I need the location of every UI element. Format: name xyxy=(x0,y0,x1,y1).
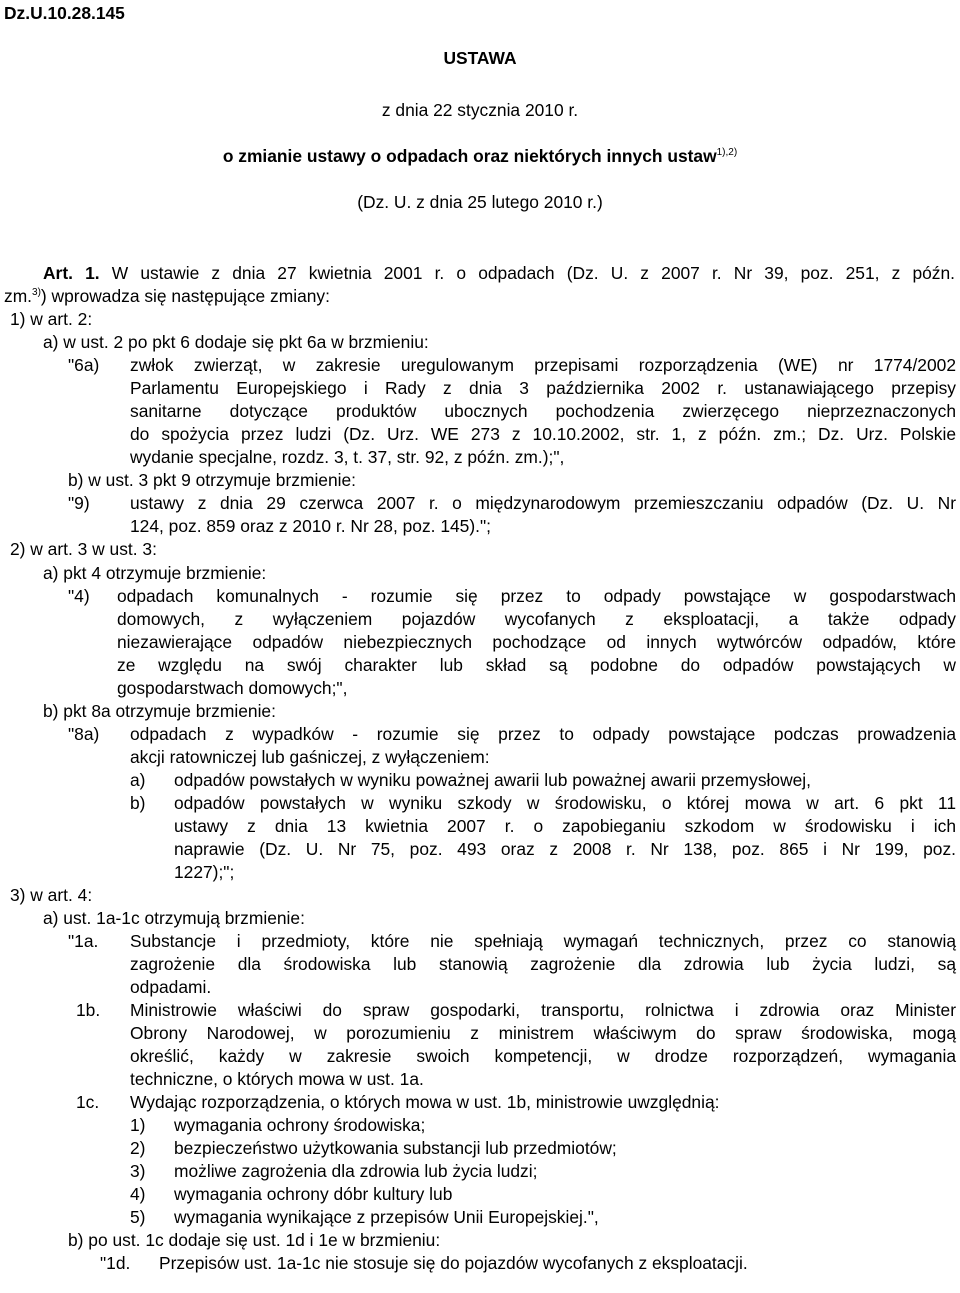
art1-continuation xyxy=(4,285,330,308)
sub-text: odpadów powstałych w wyniku poważnej awarii lub poważnej awarii przemysłowej, xyxy=(174,770,811,790)
doc-title: USTAWA xyxy=(443,48,517,68)
provision-text: określić, każdy w zakresie swoich kompetencji, w drodze rozporządzeń, wymagania xyxy=(130,1046,956,1066)
sub-text: możliwe zagrożenia dla zdrowia lub życia ludzi; xyxy=(174,1161,538,1181)
amendment-letter: b) pkt 8a otrzymuje brzmienie: xyxy=(43,701,276,721)
provision-text: wydanie specjalne, rozdz. 3, t. 37, str. 92, z późn. zm.);", xyxy=(130,447,565,467)
provision-number: "8a) xyxy=(68,724,100,744)
provision-text: 124, poz. 859 oraz z 2010 r. Nr 28, poz. 145)."; xyxy=(130,516,491,536)
provision-text: odpadach z wypadków - rozumie się przez to odpady powstające podczas prowadzenia xyxy=(130,724,956,744)
provision-number: "1a. xyxy=(68,931,99,951)
art1-text-a: zm. xyxy=(4,286,33,306)
provision-text: gospodarstwach domowych;", xyxy=(117,678,348,698)
provision-number: 1b. xyxy=(76,1000,101,1020)
sub-text: odpadów powstałych w wyniku szkody w środowisku, o której mowa w art. 6 pkt 11 xyxy=(174,793,956,813)
doc-publication: (Dz. U. z dnia 25 lutego 2010 r.) xyxy=(357,192,603,212)
amendment-letter: a) pkt 4 otrzymuje brzmienie: xyxy=(43,563,267,583)
provision-text: techniczne, o których mowa w ust. 1a. xyxy=(130,1069,424,1089)
provision-text: Przepisów ust. 1a-1c nie stosuje się do pojazdów wycofanych z eksploatacji. xyxy=(159,1253,748,1273)
amendment-point: 3) w art. 4: xyxy=(10,885,93,905)
provision-text: Ministrowie właściwi do spraw gospodarki, transportu, rolnictwa i zdrowia oraz Minister xyxy=(130,1000,956,1020)
sub-number: 3) xyxy=(130,1161,146,1181)
sub-text: wymagania wynikające z przepisów Unii Europejskiej.", xyxy=(174,1207,599,1227)
provision-number: 1c. xyxy=(76,1092,100,1112)
art1-line xyxy=(43,262,955,285)
sub-text: bezpieczeństwo użytkowania substancji lub przedmiotów; xyxy=(174,1138,617,1158)
sub-text: 1227);"; xyxy=(174,862,235,882)
sub-number: 1) xyxy=(130,1115,146,1135)
amendment-point: 2) w art. 3 w ust. 3: xyxy=(10,539,157,559)
sub-letter: a) xyxy=(130,770,146,790)
amendment-letter: b) w ust. 3 pkt 9 otrzymuje brzmienie: xyxy=(68,470,357,490)
sub-number: 4) xyxy=(130,1184,146,1204)
provision-text: zwłok zwierząt, w zakresie uregulowanym przepisami rozporządzenia (WE) nr 1774/2002 xyxy=(130,355,956,375)
provision-text: sanitarne dotyczące produktów ubocznych pochodzenia zwierzęcego nieprzeznaczonych xyxy=(130,401,956,421)
sub-letter: b) xyxy=(130,793,146,813)
doc-reference: Dz.U.10.28.145 xyxy=(4,3,125,23)
provision-text: zagrożenie dla środowiska lub stanowią zagrożenie dla zdrowia lub życia ludzi, są xyxy=(130,954,956,974)
art1-text: W ustawie z dnia 27 kwietnia 2001 r. o odpadach (Dz. U. z 2007 r. Nr 39, poz. 251, z późn. xyxy=(99,263,955,283)
amendment-letter: a) ust. 1a-1c otrzymują brzmienie: xyxy=(43,908,305,928)
amendment-letter: a) w ust. 2 po pkt 6 dodaje się pkt 6a w brzmieniu: xyxy=(43,332,429,352)
provision-text: Wydając rozporządzenia, o których mowa w ust. 1b, ministrowie uwzględnią: xyxy=(130,1092,720,1112)
sub-number: 5) xyxy=(130,1207,146,1227)
provision-text: odpadami. xyxy=(130,977,212,997)
provision-text: domowych, z wyłączeniem pojazdów wycofanych z eksploatacji, a także odpady xyxy=(117,609,956,629)
doc-date: z dnia 22 stycznia 2010 r. xyxy=(381,100,579,120)
provision-text: akcji ratowniczej lub gaśniczej, z wyłączeniem: xyxy=(130,747,490,767)
provision-number: "9) xyxy=(68,493,90,513)
amendment-point: 1) w art. 2: xyxy=(10,309,93,329)
sub-number: 2) xyxy=(130,1138,146,1158)
art1-text-b: ) wprowadza się następujące zmiany: xyxy=(40,286,330,306)
provision-number: "4) xyxy=(68,586,90,606)
provision-text: ze względu na swój charakter lub skład są podobne do odpadów powstających w xyxy=(117,655,956,675)
provision-text: ustawy z dnia 29 czerwca 2007 r. o międzynarodowym przemieszczaniu odpadów (Dz. U. Nr xyxy=(130,493,956,513)
sub-text: ustawy z dnia 13 kwietnia 2007 r. o zapobieganiu szkodom w środowisku i ich xyxy=(174,816,956,836)
doc-subject-text: o zmianie ustawy o odpadach oraz niektórych innych ustaw xyxy=(222,146,717,166)
amendment-letter: b) po ust. 1c dodaje się ust. 1d i 1e w brzmieniu: xyxy=(68,1230,441,1250)
provision-text: Obrony Narodowej, w porozumieniu z ministrem właściwym do spraw środowiska, mogą xyxy=(130,1023,956,1043)
provision-text: Parlamentu Europejskiego i Rady z dnia 3 października 2002 r. ustanawiającego przepisy xyxy=(130,378,956,398)
sub-text: naprawie (Dz. U. Nr 75, poz. 493 oraz z 2008 r. Nr 138, poz. 865 i Nr 199, poz. xyxy=(174,839,956,859)
footnote-ref: 1),2) xyxy=(716,147,738,158)
provision-text: Substancje i przedmioty, które nie spełniają wymagań technicznych, przez co stanowią xyxy=(130,931,956,951)
provision-number: "1d. xyxy=(100,1253,131,1273)
doc-subject xyxy=(0,145,960,168)
sub-text: wymagania ochrony dóbr kultury lub xyxy=(174,1184,453,1204)
provision-text: do spożycia przez ludzi (Dz. Urz. WE 273 z 10.10.2002, str. 1, z późn. zm.; Dz. Urz. Polskie xyxy=(130,424,956,444)
footnote-ref: 3) xyxy=(32,287,41,298)
provision-text: niezawierające odpadów niebezpiecznych pochodzące od innych wytwórców odpadów, które xyxy=(117,632,956,652)
sub-text: wymagania ochrony środowiska; xyxy=(174,1115,426,1135)
article-label: Art. 1. xyxy=(43,263,100,283)
provision-text: odpadach komunalnych - rozumie się przez to odpady powstające w gospodarstwach xyxy=(117,586,956,606)
provision-number: "6a) xyxy=(68,355,100,375)
